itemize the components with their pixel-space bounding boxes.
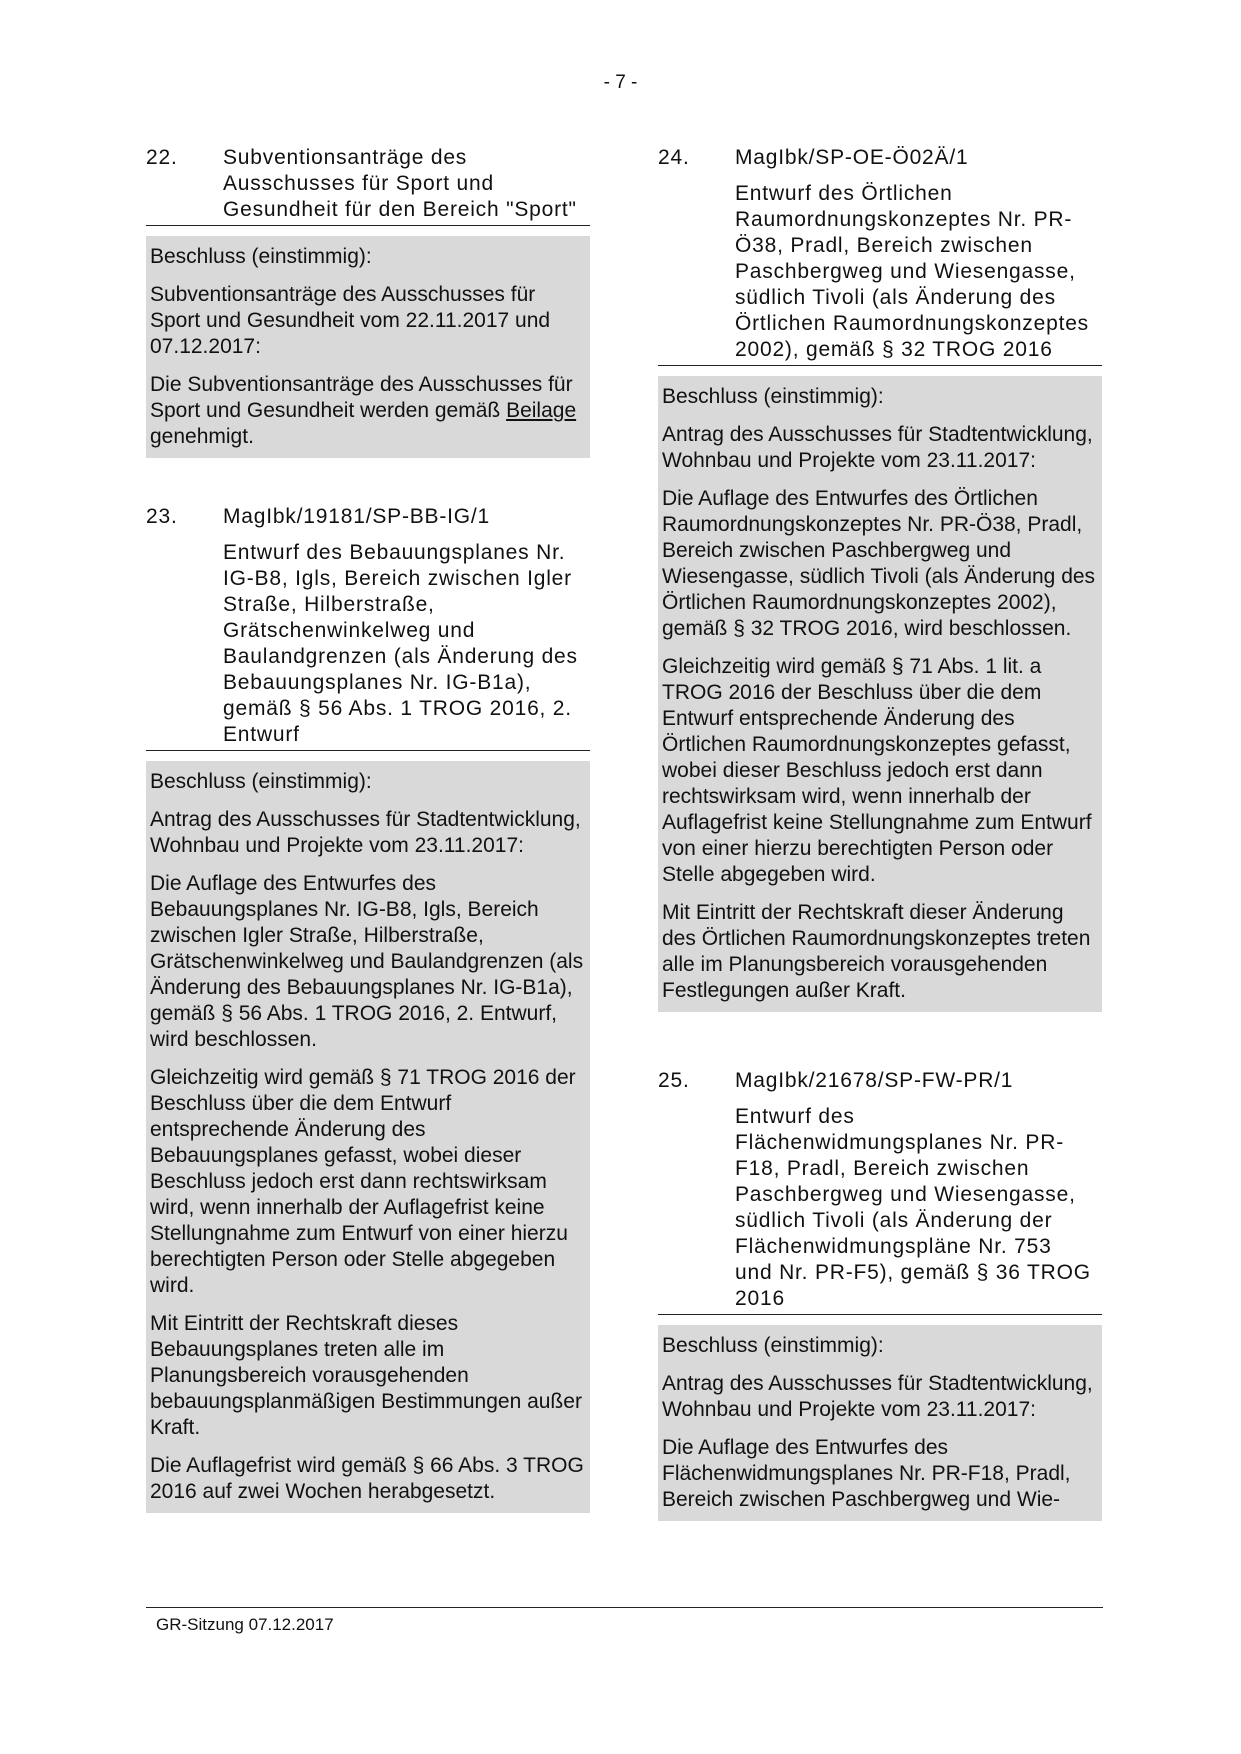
agenda-item-22 <box>146 145 590 458</box>
decision-text: Die Auflage des Entwurfes des Bebauungsplanes Nr. IG-B8, Igls, Bereich zwischen Igler Straße, Hilberstraße, Grätschenwinkelweg und Baulandgrenzen (als Änderung des Bebauungsplanes Nr. IG-B1a), gemäß § 56 Abs. 1 TROG 2016, 2. Entwurf, wird beschlossen. <box>150 872 584 1051</box>
right-column <box>658 145 1102 1521</box>
divider <box>146 750 590 751</box>
item-number: 23. <box>146 505 178 528</box>
divider <box>658 365 1102 366</box>
decision-text: Antrag des Ausschusses für Stadtentwicklung, Wohnbau und Projekte vom 23.11.2017: <box>662 1372 1093 1421</box>
decision-text: Die Auflage des Entwurfes des Flächenwidmungsplanes Nr. PR-F18, Pradl, Bereich zwischen Paschbergweg und Wie- <box>662 1436 1071 1511</box>
divider <box>146 225 590 226</box>
item-number: 25. <box>658 1069 690 1092</box>
item-reference: MagIbk/21678/SP-FW-PR/1 <box>735 1069 1014 1092</box>
agenda-item-24 <box>658 145 1102 1012</box>
item-subject: Entwurf des Bebauungsplanes Nr. IG-B8, Igls, Bereich zwischen Igler Straße, Hilberstraße, Grätschenwinkelweg und Baulandgrenzen (als Änderung des Bebauungsplanes Nr. IG-B1a), gemäß § 56 Abs. 1 TROG 2016, 2. Entwurf <box>223 541 578 746</box>
agenda-item-23 <box>146 504 590 1513</box>
item-reference: MagIbk/19181/SP-BB-IG/1 <box>223 505 491 528</box>
item-title: Subventionsanträge des Ausschusses für Sport und Gesundheit für den Bereich "Sport" <box>223 146 577 221</box>
page-number: - 7 - <box>603 72 638 93</box>
footer-text: GR-Sitzung 07.12.2017 <box>156 1615 334 1634</box>
item-subject: Entwurf des Örtlichen Raumordnungskonzeptes Nr. PR-Ö38, Pradl, Bereich zwischen Paschbergweg und Wiesengasse, südlich Tivoli (als Änderung des Örtlichen Raumordnungskonzeptes 2002), gemäß § 32 TROG 2016 <box>735 182 1089 361</box>
decision-label: Beschluss (einstimmig): <box>662 385 884 408</box>
agenda-item-25 <box>658 1068 1102 1521</box>
decision-text: Mit Eintritt der Rechtskraft dieses Bebauungsplanes treten alle im Planungsbereich vorausgehenden bebauungsplanmäßigen Bestimmungen außer Kraft. <box>150 1312 582 1439</box>
decision-text: Mit Eintritt der Rechtskraft dieser Änderung des Örtlichen Raumordnungskonzeptes treten alle im Planungsbereich vorausgehenden Festlegungen außer Kraft. <box>662 901 1091 1002</box>
item-reference: MagIbk/SP-OE-Ö02Ä/1 <box>735 146 969 169</box>
divider <box>658 1314 1102 1315</box>
decision-label: Beschluss (einstimmig): <box>150 245 372 268</box>
left-column <box>146 145 590 1513</box>
decision-text: Gleichzeitig wird gemäß § 71 Abs. 1 lit. a TROG 2016 der Beschluss über die dem Entwurf entsprechende Änderung des Örtlichen Raumordnungskonzeptes gefasst, wobei dieser Beschluss jedoch erst dann rechtswirksam wird, wenn innerhalb der Auflagefrist keine Stellungnahme zum Entwurf von einer hierzu berechtigten Person oder Stelle abgegeben wird. <box>662 655 1092 886</box>
decision-box <box>658 1325 1102 1521</box>
decision-box <box>658 376 1102 1012</box>
item-number: 24. <box>658 146 690 169</box>
decision-text: Antrag des Ausschusses für Stadtentwicklung, Wohnbau und Projekte vom 23.11.2017: <box>662 423 1093 472</box>
decision-text: Die Auflage des Entwurfes des Örtlichen Raumordnungskonzeptes Nr. PR-Ö38, Pradl, Bereich zwischen Paschbergweg und Wiesengasse, südlich Tivoli (als Änderung des Örtlichen Raumordnungskonzeptes 2002), gemäß § 32 TROG 2016, wird beschlossen. <box>662 487 1096 640</box>
footer-divider <box>146 1607 1103 1608</box>
decision-box <box>146 761 590 1513</box>
decision-text: Die Auflagefrist wird gemäß § 66 Abs. 3 TROG 2016 auf zwei Wochen herabgesetzt. <box>150 1454 584 1503</box>
decision-text: Antrag des Ausschusses für Stadtentwicklung, Wohnbau und Projekte vom 23.11.2017: <box>150 808 581 857</box>
decision-text: Die Subventionsanträge des Ausschusses für Sport und Gesundheit werden gemäß Beilage genehmigt. <box>150 373 577 448</box>
decision-label: Beschluss (einstimmig): <box>150 770 372 793</box>
item-subject: Entwurf des Flächenwidmungsplanes Nr. PR-F18, Pradl, Bereich zwischen Paschbergweg und Wiesengasse, südlich Tivoli (als Änderung der Flächenwidmungspläne Nr. 753 und Nr. PR-F5), gemäß § 36 TROG 2016 <box>735 1105 1091 1310</box>
item-number: 22. <box>146 146 178 169</box>
decision-box <box>146 236 590 458</box>
decision-text: Gleichzeitig wird gemäß § 71 TROG 2016 der Beschluss über die dem Entwurf entsprechende Änderung des Bebauungsplanes gefasst, wobei dieser Beschluss jedoch erst dann rechtswirksam wird, wenn innerhalb der Auflagefrist keine Stellungnahme zum Entwurf von einer hierzu berechtigten Person oder Stelle abgegeben wird. <box>150 1066 576 1297</box>
beilage-link[interactable]: Beilage <box>506 399 577 422</box>
decision-label: Beschluss (einstimmig): <box>662 1334 884 1357</box>
decision-text: Subventionsanträge des Ausschusses für Sport und Gesundheit vom 22.11.2017 und 07.12.2017: <box>150 283 551 358</box>
